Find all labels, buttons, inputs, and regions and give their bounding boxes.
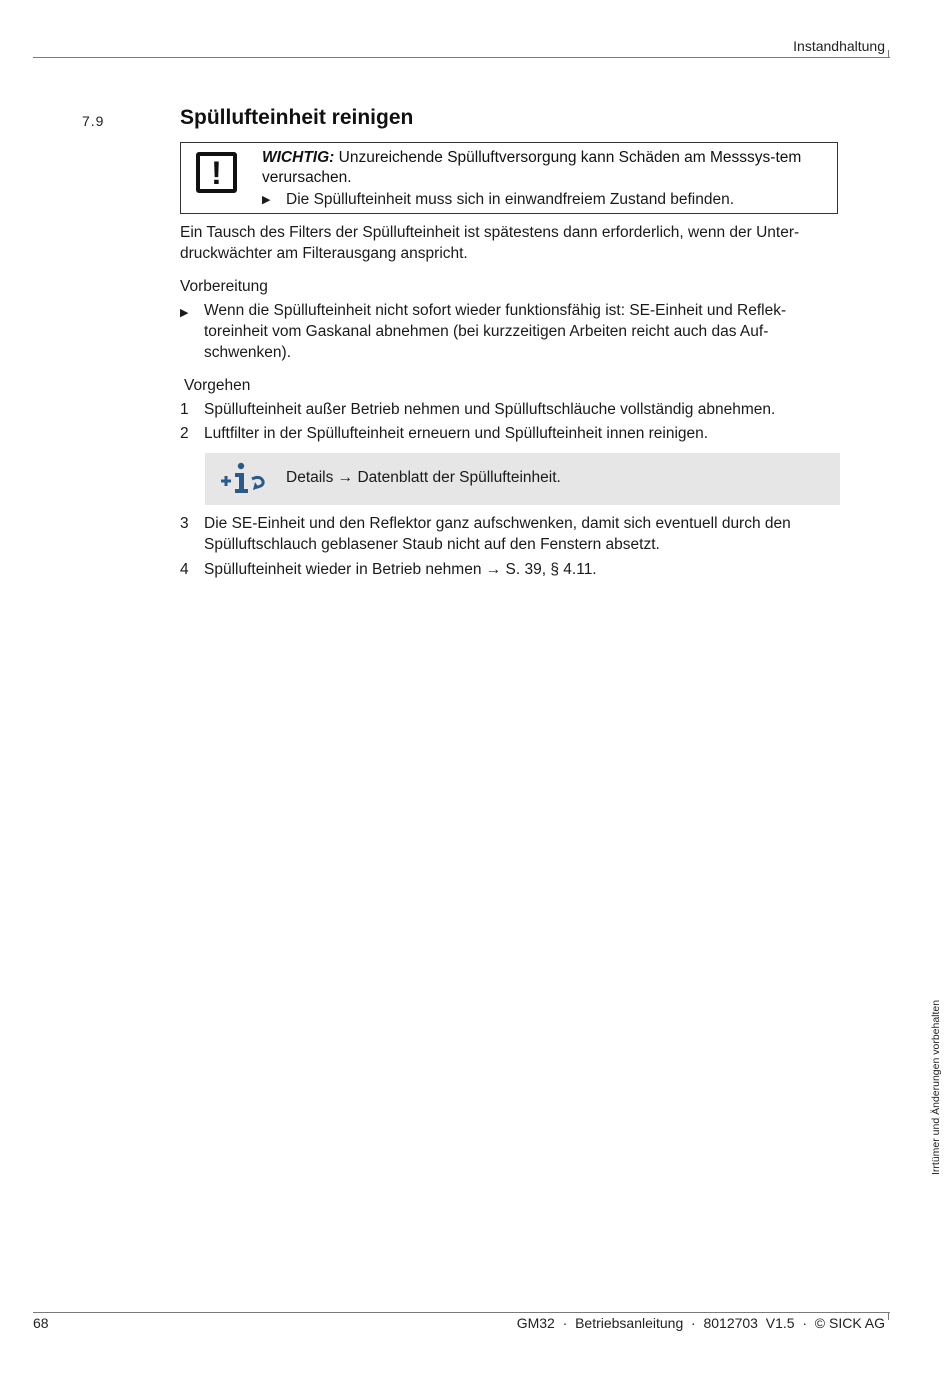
step-number: 2	[180, 425, 189, 442]
step-number: 1	[180, 401, 189, 418]
warning-bullet	[262, 191, 734, 209]
preparation-bullet-text: Wenn die Spüllufteinheit nicht sofort wieder funktionsfähig ist: SE-Einheit und Reflek-toreinheit vom Gaskanal abnehmen (bei kurzzeitigen Arbeiten reicht auch das Auf-schwenken).	[204, 302, 787, 361]
triangle-right-icon: ▶	[180, 307, 189, 319]
preparation-heading: Vorbereitung	[180, 278, 268, 295]
side-disclaimer: Irrtümer und Änderungen vorbehalten	[930, 999, 942, 1175]
step-number: 3	[180, 515, 189, 532]
section-title: Spüllufteinheit reinigen	[180, 106, 414, 129]
step-text: Die SE-Einheit und den Reflektor ganz aufschwenken, damit sich eventuell durch den Spülluftschlauch geblasener Staub nicht auf den Fenstern absetzt.	[204, 515, 791, 553]
info-box	[205, 453, 840, 505]
warning-box	[180, 142, 838, 214]
warning-bullet-text: Die Spüllufteinheit muss sich in einwandfreiem Zustand befinden.	[286, 191, 735, 208]
footer-document-info: GM32 · Betriebsanleitung · 8012703 V1.5 · © SICK AG	[516, 1315, 885, 1331]
footer-rule	[33, 1312, 890, 1313]
list-item	[180, 399, 845, 420]
procedure-heading: Vorgehen	[184, 377, 251, 394]
info-text: Details → Datenblatt der Spüllufteinheit.	[286, 469, 561, 486]
info-plus-arrow-icon	[219, 462, 269, 496]
warning-message: Unzureichende Spülluftversorgung kann Schäden am Messsys-tem verursachen.	[262, 149, 802, 186]
step-text: Luftfilter in der Spüllufteinheit erneuern und Spüllufteinheit innen reinigen.	[204, 425, 709, 442]
warning-text	[262, 148, 822, 188]
step-text: Spüllufteinheit außer Betrieb nehmen und Spülluftschläuche vollständig abnehmen.	[204, 401, 776, 418]
header-rule-tick	[888, 50, 889, 58]
step-number: 4	[180, 561, 189, 578]
intro-paragraph: Ein Tausch des Filters der Spüllufteinheit ist spätestens dann erforderlich, wenn der Unter-druckwächter am Filterausgang anspricht.	[180, 224, 800, 262]
header-section-title: Instandhaltung	[793, 38, 885, 54]
exclamation-box-icon: !	[196, 152, 237, 193]
footer-rule-tick	[888, 1312, 889, 1320]
preparation-bullet	[180, 300, 845, 363]
warning-label: WICHTIG:	[262, 149, 335, 166]
page-number: 68	[33, 1315, 49, 1331]
triangle-right-icon: ▶	[262, 194, 271, 206]
list-item	[180, 559, 845, 580]
section-number: 7.9	[82, 113, 105, 129]
list-item	[180, 513, 845, 555]
header-rule	[33, 57, 890, 58]
step-text: Spüllufteinheit wieder in Betrieb nehmen → S. 39, § 4.11.	[204, 561, 597, 578]
list-item	[180, 423, 845, 444]
